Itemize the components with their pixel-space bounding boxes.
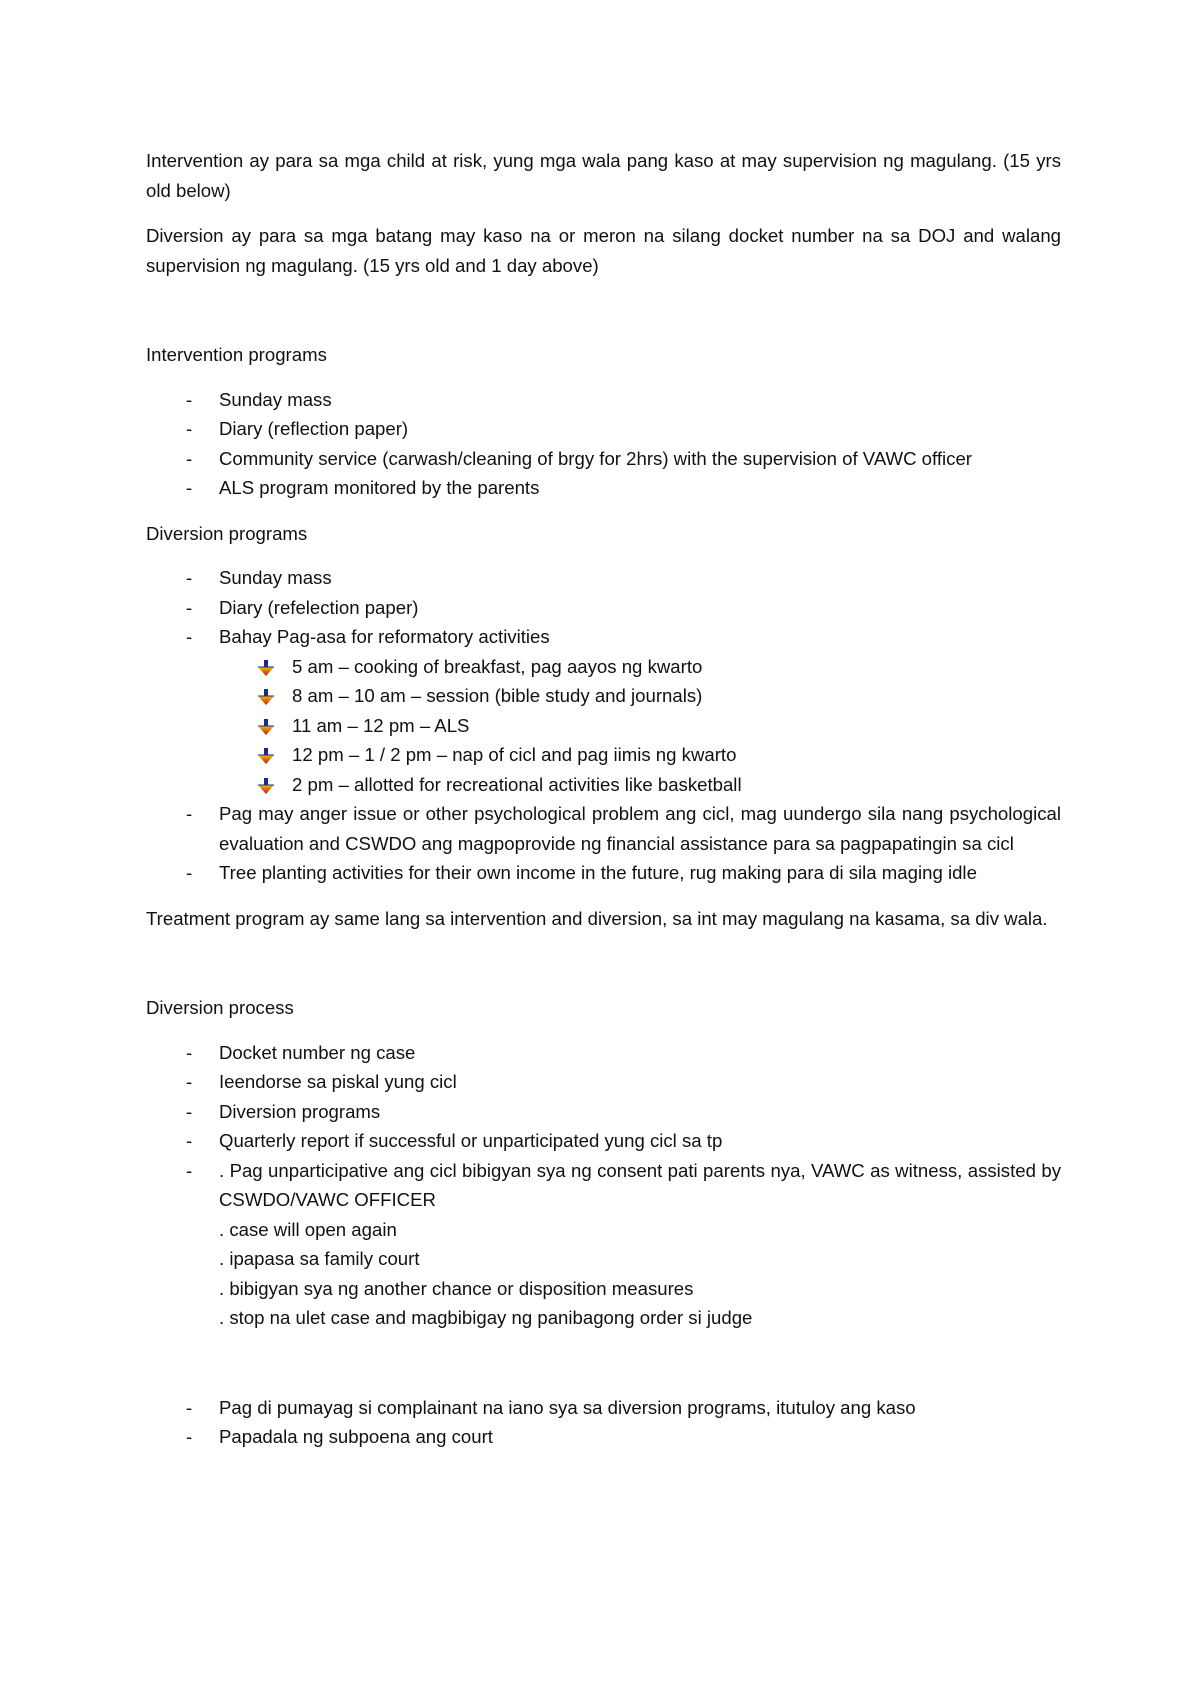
list-item: - Papadala ng subpoena ang court: [146, 1422, 1061, 1452]
diversion-process-list: [146, 1038, 1061, 1333]
list-item: - Ieendorse sa piskal yung cicl: [146, 1067, 1061, 1097]
list-item: - Diary (reflection paper): [146, 414, 1061, 444]
sub-line: . stop na ulet case and magbibigay ng panibagong order si judge: [219, 1307, 753, 1328]
intro-paragraph-intervention: Intervention ay para sa mga child at risk, yung mga wala pang kaso at may supervision ng magulang. (15 yrs old below): [146, 150, 1061, 201]
list-item: - Sunday mass: [146, 385, 1061, 415]
document-body: [146, 146, 1061, 1468]
intro-paragraph-diversion: Diversion ay para sa mga batang may kaso na or meron na silang docket number na sa DOJ and walang supervision ng magulang. (15 yrs old and 1 day above): [146, 225, 1061, 276]
schedule-item-text: 5 am – cooking of breakfast, pag aayos ng kwarto: [292, 655, 703, 677]
diversion-programs-heading: Diversion programs: [146, 522, 308, 544]
intervention-programs-heading: Intervention programs: [146, 344, 327, 365]
schedule-item: [219, 681, 1061, 711]
list-item: - Quarterly report if successful or unparticipated yung cicl sa tp: [146, 1126, 1061, 1156]
diversion-programs-list: [146, 563, 1061, 888]
list-item: - Pag di pumayag si complainant na iano sya sa diversion programs, itutuloy ang kaso: [146, 1393, 1061, 1423]
schedule-item-text: 12 pm – 1 / 2 pm – nap of cicl and pag iimis ng kwarto: [292, 744, 737, 765]
list-item: - Community service (carwash/cleaning of brgy for 2hrs) with the supervision of VAWC officer: [146, 444, 1061, 474]
list-item: - Diary (refelection paper): [146, 593, 1061, 623]
list-item-label: Bahay Pag-asa for reformatory activities: [219, 626, 550, 647]
list-item: - Diversion programs: [146, 1097, 1061, 1127]
sub-line: . bibigyan sya ng another chance or disposition measures: [219, 1277, 694, 1299]
diversion-process-heading: Diversion process: [146, 997, 294, 1018]
sub-line: . case will open again: [219, 1218, 397, 1240]
schedule-item: [219, 711, 1061, 741]
arrow-down-icon: [257, 718, 275, 736]
schedule-list: [219, 652, 1061, 800]
arrow-down-icon: [257, 747, 275, 765]
arrow-down-icon: [257, 659, 275, 677]
intervention-programs-list: [146, 385, 1061, 503]
treatment-paragraph: Treatment program ay same lang sa intervention and diversion, sa int may magulang na kasama, sa div wala.: [146, 907, 1048, 929]
diversion-process-final-list: [146, 1393, 1061, 1452]
list-item: - ALS program monitored by the parents: [146, 473, 1061, 503]
schedule-item: [219, 740, 1061, 770]
schedule-item-text: 8 am – 10 am – session (bible study and journals): [292, 685, 703, 706]
sub-line: . ipapasa sa family court: [219, 1248, 420, 1269]
list-item-lead: - . Pag unparticipative ang cicl bibigyan sya ng consent pati parents nya, VAWC as witness, assisted by CSWDO/VAWC OFFICER: [219, 1159, 1061, 1210]
list-item: - Tree planting activities for their own income in the future, rug making para di sila maging idle: [146, 858, 1061, 888]
list-item: - Docket number ng case: [146, 1038, 1061, 1068]
arrow-down-icon: [257, 688, 275, 706]
schedule-item-text: 2 pm – allotted for recreational activities like basketball: [292, 773, 742, 795]
list-item: - Pag may anger issue or other psychological problem ang cicl, mag uundergo sila nang psychological evaluation and CSWDO ang magpoprovide ng financial assistance para sa pagpapatingin sa cicl: [146, 799, 1061, 858]
schedule-item: [219, 652, 1061, 682]
vertical-spacer: [146, 1333, 1061, 1393]
schedule-item: [219, 770, 1061, 800]
list-item: - Sunday mass: [146, 563, 1061, 593]
arrow-down-icon: [257, 777, 275, 795]
list-item-unparticipative: [146, 1156, 1061, 1333]
schedule-item-text: 11 am – 12 pm – ALS: [292, 714, 470, 736]
list-item-bahay-pag-asa: [146, 622, 1061, 799]
